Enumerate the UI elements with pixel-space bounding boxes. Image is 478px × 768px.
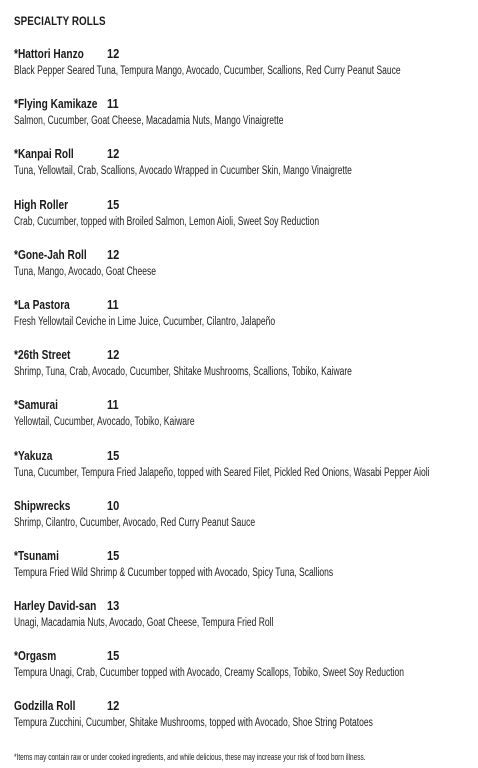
menu-item-name: High Roller: [14, 196, 69, 212]
menu-item: [14, 347, 474, 397]
allergen-footnote: *Items may contain raw or under cooked ingredients, and while delicious, these may increase your risk of food born illness.: [14, 752, 366, 762]
menu-item: [14, 698, 474, 748]
menu-item-price: 11: [107, 296, 119, 312]
menu-item-name: *Samurai: [14, 397, 58, 413]
menu-item-description: Fresh Yellowtail Ceviche in Lime Juice, Cucumber, Cilantro, Jalapeño: [14, 315, 276, 328]
menu-item-header: [14, 598, 474, 614]
menu-item: [14, 598, 474, 648]
menu-item-name: *Yakuza: [14, 447, 53, 463]
menu-item-header: [14, 297, 474, 313]
menu-item-price: 15: [107, 447, 120, 463]
menu-item-name: Shipwrecks: [14, 497, 71, 513]
menu-item: [14, 247, 474, 297]
menu-item-description: Tuna, Yellowtail, Crab, Scallions, Avocado Wrapped in Cucumber Skin, Mango Vinaigrette: [14, 165, 352, 178]
menu-item-price: 15: [107, 547, 120, 563]
menu-item-name: *Kanpai Roll: [14, 146, 74, 162]
menu-item-header: [14, 448, 474, 464]
menu-item-description: Tempura Zucchini, Cucumber, Shitake Mushrooms, topped with Avocado, Shoe String Potatoes: [14, 717, 373, 730]
menu-item-name: *Orgasm: [14, 648, 57, 664]
menu-item-price: 10: [107, 497, 120, 513]
menu-item: [14, 46, 474, 96]
menu-item-name: *26th Street: [14, 347, 71, 363]
menu-item-name: Godzilla Roll: [14, 698, 76, 714]
menu-item-header: [14, 46, 474, 62]
menu-item: [14, 648, 474, 698]
menu-item-header: [14, 498, 474, 514]
menu-item: [14, 197, 474, 247]
menu-item-price: 15: [107, 648, 120, 664]
menu-item-price: 12: [107, 146, 120, 162]
menu-item-price: 11: [107, 96, 119, 112]
menu-item-description: Shrimp, Cilantro, Cucumber, Avocado, Red Curry Peanut Sauce: [14, 516, 256, 529]
menu-item-header: [14, 397, 474, 413]
menu-item-description: Tempura Fried Wild Shrimp & Cucumber topped with Avocado, Spicy Tuna, Scallions: [14, 566, 334, 579]
menu-item-name: *Gone-Jah Roll: [14, 246, 87, 262]
menu-item-price: 11: [107, 397, 119, 413]
menu-item: [14, 448, 474, 498]
menu-item-header: [14, 548, 474, 564]
menu-page: [14, 13, 474, 749]
menu-items-list: [14, 46, 474, 749]
menu-item: [14, 297, 474, 347]
menu-item-name: *La Pastora: [14, 296, 70, 312]
menu-item-price: 12: [107, 246, 120, 262]
menu-item-description: Salmon, Cucumber, Goat Cheese, Macadamia Nuts, Mango Vinaigrette: [14, 115, 284, 128]
menu-item-description: Tuna, Mango, Avocado, Goat Cheese: [14, 265, 156, 278]
menu-item-price: 12: [107, 347, 120, 363]
menu-item-header: [14, 247, 474, 263]
menu-item-header: [14, 698, 474, 714]
menu-item-price: 13: [107, 598, 120, 614]
menu-item-header: [14, 347, 474, 363]
menu-item-header: [14, 197, 474, 213]
menu-item-description: Crab, Cucumber, topped with Broiled Salmon, Lemon Aioli, Sweet Soy Reduction: [14, 215, 320, 228]
menu-item-price: 12: [107, 698, 120, 714]
menu-item-name: *Tsunami: [14, 547, 59, 563]
menu-item-name: Harley David-san: [14, 598, 97, 614]
section-title: SPECIALTY ROLLS: [14, 14, 106, 28]
menu-item: [14, 548, 474, 598]
menu-item-header: [14, 96, 474, 112]
menu-item-price: 12: [107, 46, 120, 61]
menu-item-header: [14, 146, 474, 162]
menu-item-description: Shrimp, Tuna, Crab, Avocado, Cucumber, Shitake Mushrooms, Scallions, Tobiko, Kaiware: [14, 366, 352, 379]
menu-item-name: *Hattori Hanzo: [14, 46, 84, 61]
menu-item: [14, 397, 474, 447]
menu-item: [14, 96, 474, 146]
menu-item-description: Tempura Unagi, Crab, Cucumber topped with Avocado, Creamy Scallops, Tobiko, Sweet Soy Reduction: [14, 667, 404, 680]
menu-item-description: Unagi, Macadamia Nuts, Avocado, Goat Cheese, Tempura Fried Roll: [14, 617, 274, 630]
menu-item: [14, 146, 474, 196]
menu-item-header: [14, 648, 474, 664]
menu-item-description: Black Pepper Seared Tuna, Tempura Mango, Avocado, Cucumber, Scallions, Red Curry Peanut Sauce: [14, 65, 401, 77]
menu-item-description: Tuna, Cucumber, Tempura Fried Jalapeño, topped with Seared Filet, Pickled Red Onions, Wasabi Pepper Aioli: [14, 466, 430, 479]
menu-item-description: Yellowtail, Cucumber, Avocado, Tobiko, Kaiware: [14, 416, 195, 429]
menu-item-price: 15: [107, 196, 120, 212]
menu-item-name: *Flying Kamikaze: [14, 96, 98, 112]
menu-item: [14, 498, 474, 548]
